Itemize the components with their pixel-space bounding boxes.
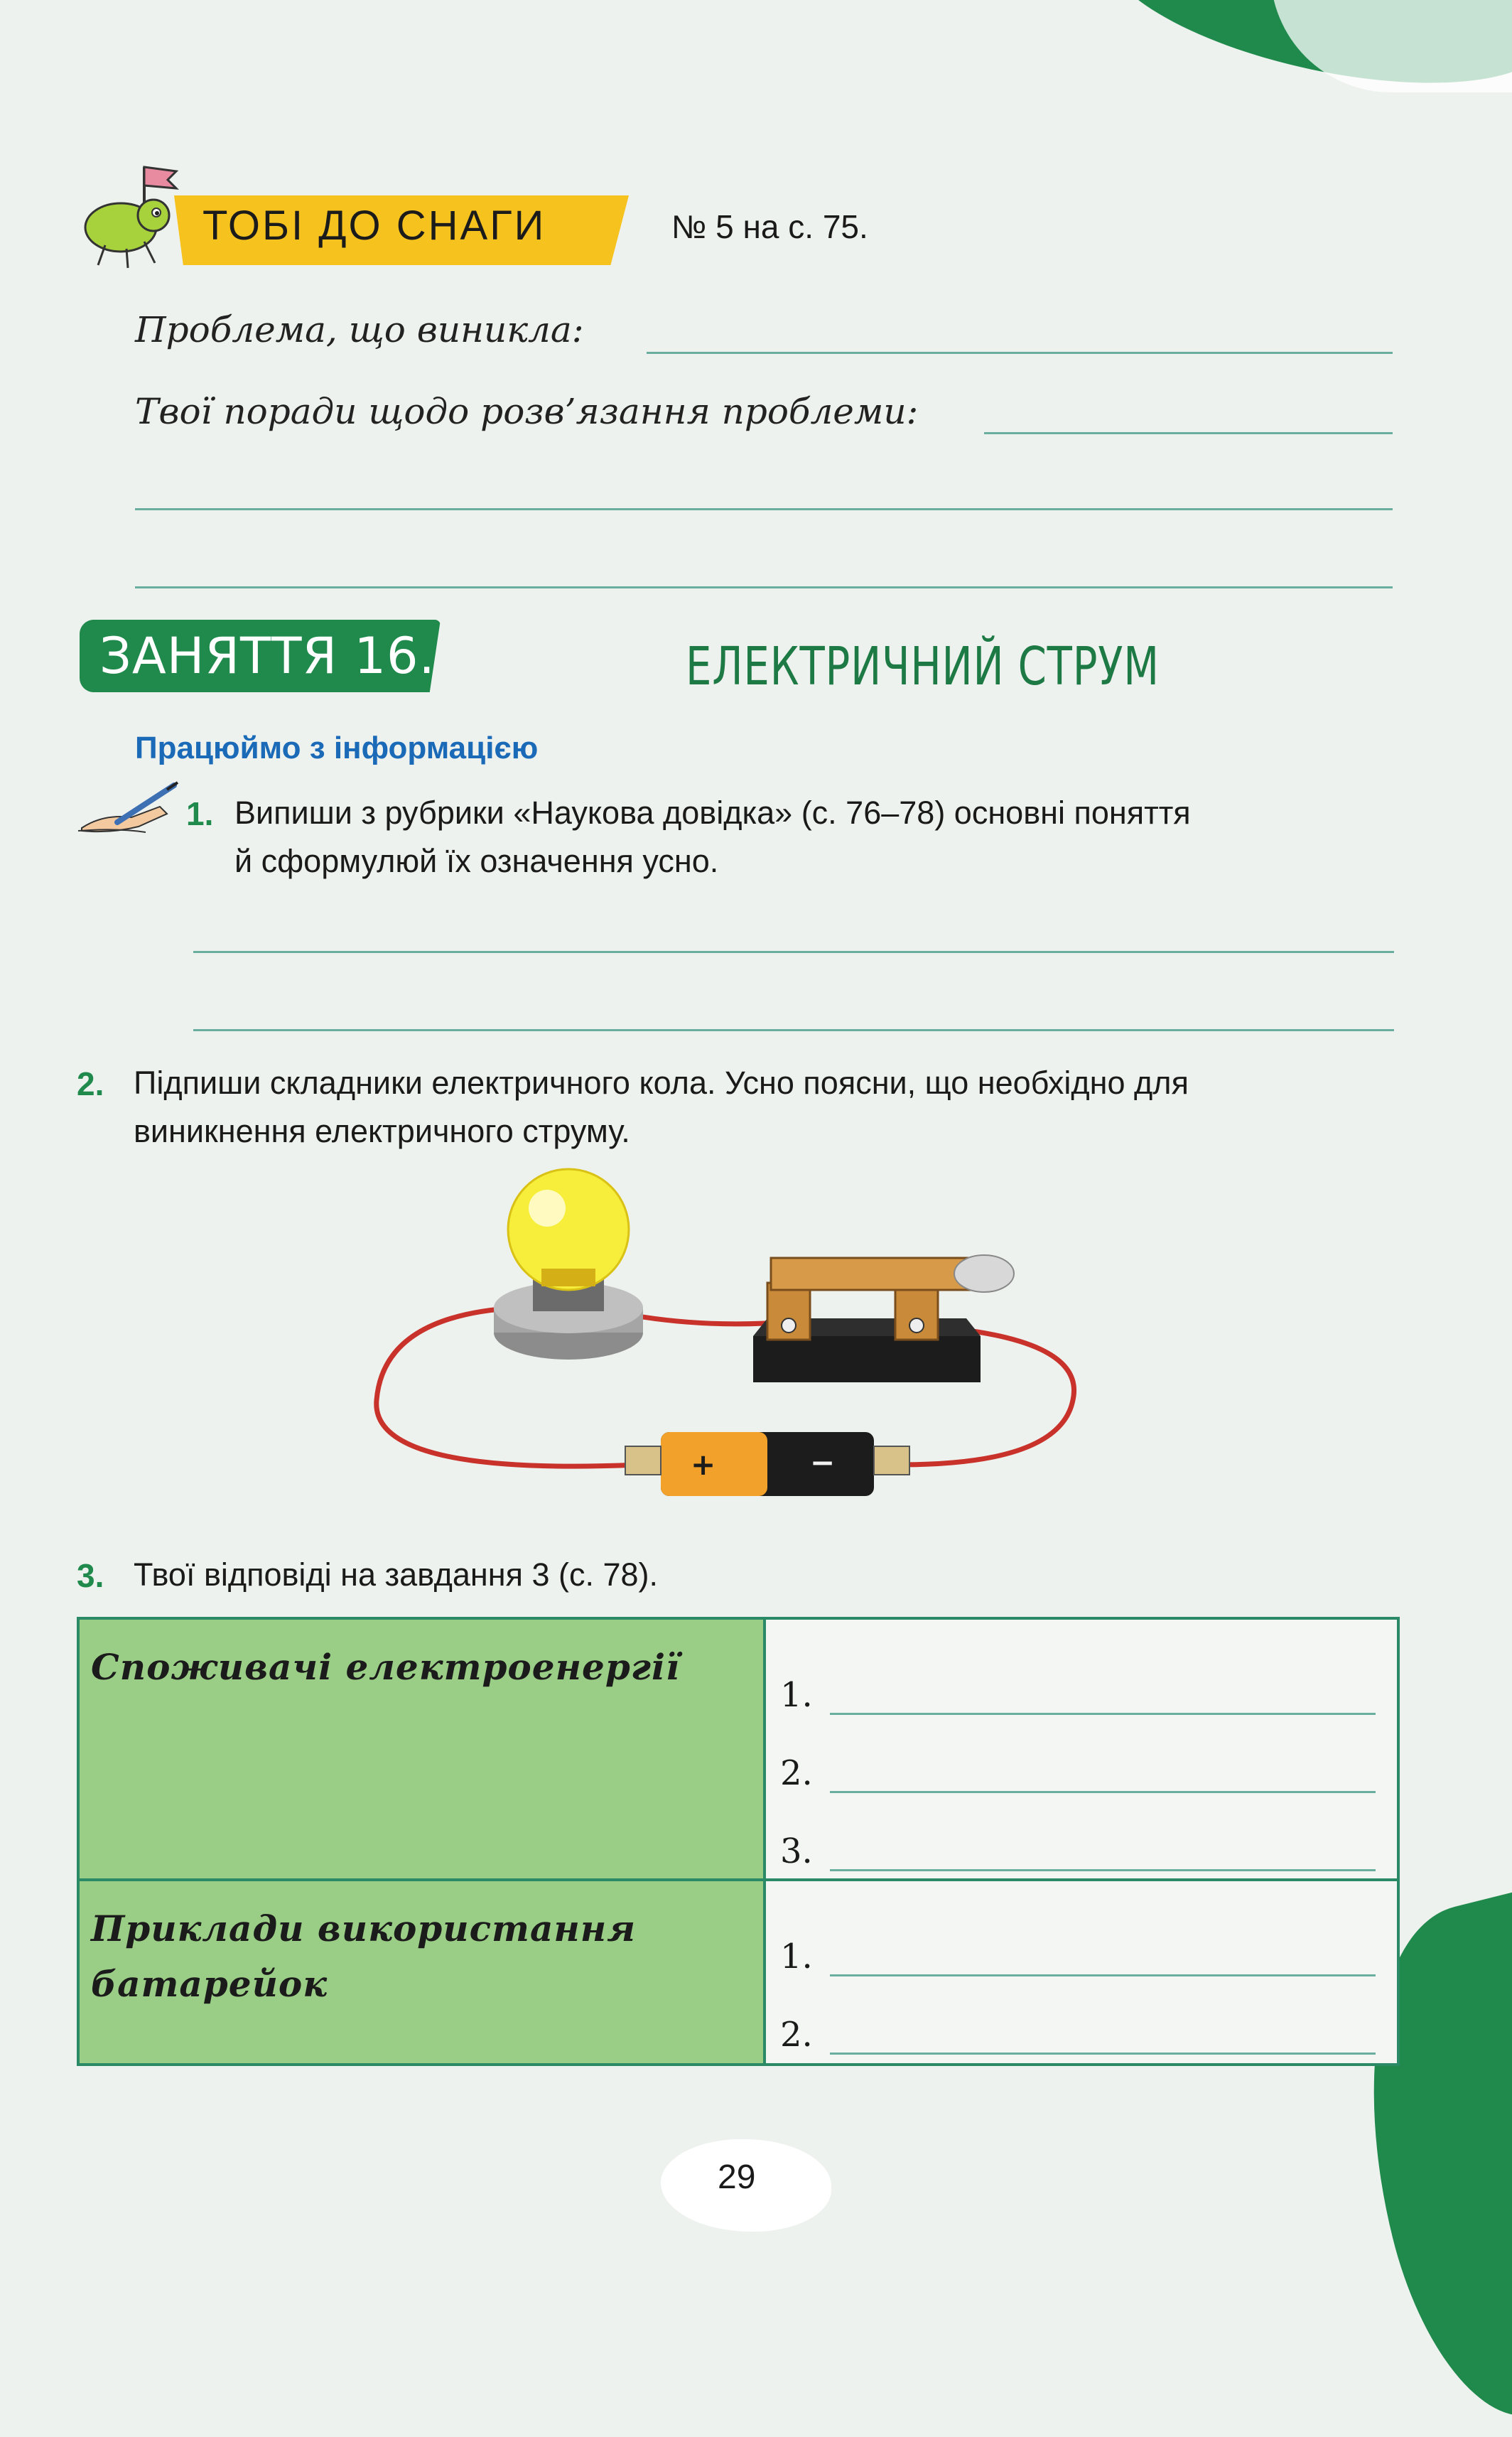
answer-line[interactable] — [193, 951, 1394, 953]
battery-plus-sign: + — [691, 1447, 716, 1482]
battery-uses-label: Приклади використання батарейок — [91, 1908, 637, 2005]
row-number: 1. — [780, 1675, 813, 1715]
writing-hand-icon — [75, 778, 181, 835]
answer-row[interactable] — [780, 1637, 1376, 1715]
answer-row[interactable] — [780, 1898, 1376, 1976]
battery-minus-sign: − — [810, 1445, 836, 1480]
task-2-line-1: Підпиши складники електричного кола. Усно поясни, що необхідно для — [134, 1065, 1189, 1101]
answer-line[interactable] — [830, 1677, 1376, 1715]
answers-table — [77, 1617, 1400, 2066]
lesson-number: ЗАНЯТТЯ 16. — [99, 627, 436, 685]
answer-line[interactable] — [647, 352, 1393, 354]
row-number: 2. — [780, 1753, 813, 1793]
page-number: 29 — [718, 2158, 756, 2196]
tip-banner-label: ТОБІ ДО СНАГИ — [202, 203, 546, 249]
table-row-label-cell — [78, 1618, 765, 1880]
answer-line[interactable] — [830, 1834, 1376, 1871]
section-heading: Працюймо з інформацією — [135, 731, 539, 765]
answer-row[interactable] — [780, 1976, 1376, 2055]
answer-line[interactable] — [135, 586, 1393, 588]
answer-row[interactable] — [780, 1715, 1376, 1793]
task-1-line-1: Випиши з рубрики «Наукова довідка» (с. 76–78) основні поняття — [234, 795, 1191, 831]
answer-cell — [765, 1618, 1398, 1880]
lesson-title: ЕЛЕКТРИЧНИЙ СТРУМ — [686, 636, 1160, 697]
tip-task-reference: № 5 на с. 75. — [671, 208, 868, 245]
task-number: 3. — [77, 1557, 104, 1594]
row-number: 2. — [780, 2015, 813, 2055]
answer-line[interactable] — [984, 432, 1393, 434]
task-3-text: Твої відповіді на завдання 3 (с. 78). — [134, 1556, 659, 1593]
answer-row[interactable] — [780, 1793, 1376, 1871]
answer-line[interactable] — [193, 1029, 1394, 1031]
row-number: 3. — [780, 1831, 813, 1871]
task-1-line-2: й сформулюй їх означення усно. — [234, 843, 719, 879]
bug-mascot-icon — [77, 146, 190, 274]
corner-highlight — [1270, 0, 1512, 92]
table-row-label-cell — [78, 1880, 765, 2065]
row-number: 1. — [780, 1937, 813, 1976]
answer-line[interactable] — [830, 2017, 1376, 2055]
electric-circuit-illustration — [355, 1166, 1137, 1535]
task-number: 2. — [77, 1065, 104, 1102]
answer-cell — [765, 1880, 1398, 2065]
problem-prompt: Проблема, що виникла: — [135, 309, 584, 350]
task-2-line-2: виникнення електричного струму. — [134, 1113, 630, 1149]
switch-base — [753, 1336, 981, 1382]
answer-line[interactable] — [830, 1939, 1376, 1976]
advice-prompt: Твої поради щодо розв’язання проблеми: — [135, 391, 919, 432]
answer-line[interactable] — [135, 508, 1393, 510]
consumers-label: Споживачі електроенергії — [91, 1646, 680, 1688]
switch-lever — [771, 1258, 970, 1290]
answer-line[interactable] — [830, 1755, 1376, 1793]
task-number: 1. — [186, 795, 214, 832]
